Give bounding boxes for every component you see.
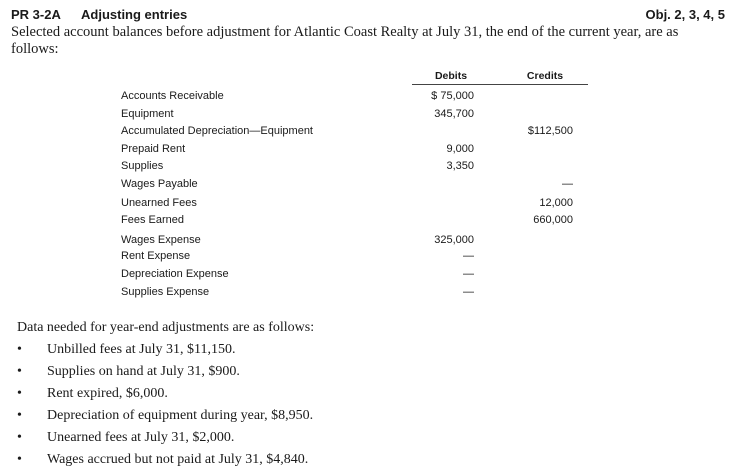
adjustment-text: Unbilled fees at July 31, $11,150. xyxy=(47,342,236,357)
adjustment-text: Depreciation of equipment during year, $8,950. xyxy=(47,408,314,423)
problem-id: PR 3-2A xyxy=(11,7,61,22)
credit-amount: $112,500 xyxy=(527,125,573,137)
problem-header xyxy=(11,7,725,25)
credit-amount: 660,000 xyxy=(533,214,573,226)
bullet-icon: • xyxy=(17,386,22,401)
debit-amount: — xyxy=(463,286,474,298)
bullet-icon: • xyxy=(17,364,22,379)
account-name: Rent Expense xyxy=(121,250,191,262)
debit-amount: 325,000 xyxy=(434,234,474,246)
debits-header: Debits xyxy=(434,70,468,82)
credit-amount: — xyxy=(562,178,573,190)
account-name: Supplies xyxy=(121,160,164,172)
debit-amount: $ 75,000 xyxy=(431,90,474,102)
adjustment-text: Supplies on hand at July 31, $900. xyxy=(47,364,240,379)
adjustment-text: Wages accrued but not paid at July 31, $4,840. xyxy=(47,452,309,467)
debit-amount: 3,350 xyxy=(446,160,474,172)
bullet-icon: • xyxy=(17,408,22,423)
objectives-label: Obj. 2, 3, 4, 5 xyxy=(645,7,725,22)
account-name: Equipment xyxy=(121,108,174,120)
account-name: Depreciation Expense xyxy=(121,268,229,280)
adjustment-text: Rent expired, $6,000. xyxy=(47,386,168,401)
debit-amount: — xyxy=(463,268,474,280)
adjustment-text: Unearned fees at July 31, $2,000. xyxy=(47,430,235,445)
account-name: Accumulated Depreciation—Equipment xyxy=(121,125,313,137)
problem-title: Adjusting entries xyxy=(81,7,188,22)
debit-amount: 9,000 xyxy=(446,143,474,155)
bullet-icon: • xyxy=(17,430,22,445)
header-rule xyxy=(412,84,588,85)
account-name: Prepaid Rent xyxy=(121,143,186,155)
account-name: Unearned Fees xyxy=(121,197,197,209)
account-name: Wages Payable xyxy=(121,178,198,190)
account-name: Wages Expense xyxy=(121,234,201,246)
adjustments-intro: Data needed for year-end adjustments are as follows: xyxy=(17,320,315,335)
bullet-icon: • xyxy=(17,342,22,357)
debit-amount: — xyxy=(463,250,474,262)
credits-header: Credits xyxy=(526,70,564,82)
problem-intro: Selected account balances before adjustment for Atlantic Coast Realty at July 31, the end of the current year, are as follows: xyxy=(11,24,679,57)
account-name: Fees Earned xyxy=(121,214,184,226)
bullet-icon: • xyxy=(17,452,22,467)
credit-amount: 12,000 xyxy=(539,197,573,209)
account-name: Supplies Expense xyxy=(121,286,210,298)
debit-amount: 345,700 xyxy=(434,108,474,120)
account-name: Accounts Receivable xyxy=(121,90,224,102)
